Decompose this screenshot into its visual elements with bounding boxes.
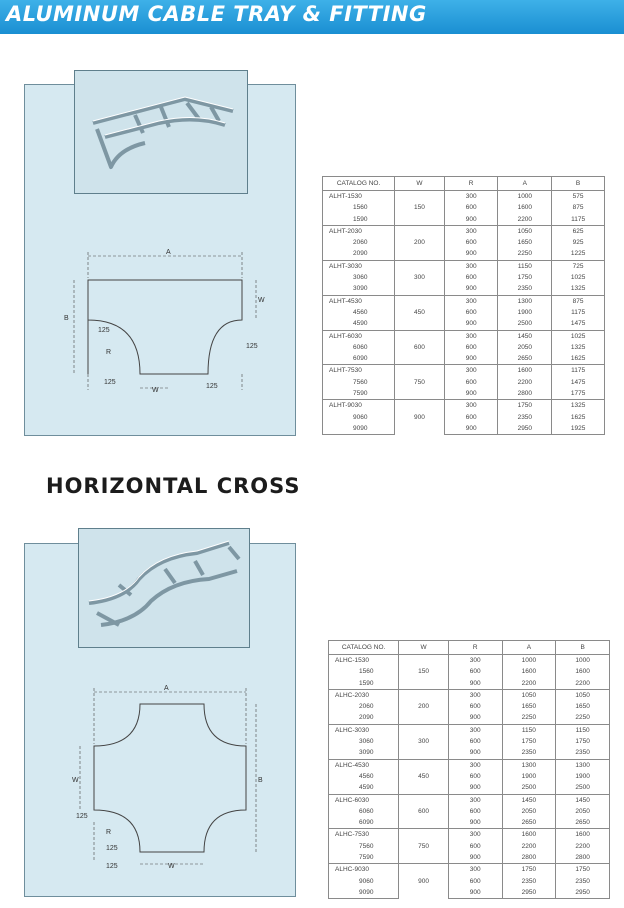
cell-b: 1475 [552, 318, 605, 330]
cell-r: 900 [444, 248, 498, 260]
cell-b: 875 [552, 295, 605, 307]
cell-r: 300 [444, 191, 498, 203]
cell-catalog: ALHC-3030 [329, 724, 399, 736]
cell-r: 900 [444, 388, 498, 400]
cell-a: 1600 [502, 829, 556, 841]
cell-a: 2250 [498, 248, 552, 260]
cell-b: 1600 [556, 829, 610, 841]
cell-r: 600 [444, 412, 498, 423]
cell-b: 1450 [556, 794, 610, 806]
table-row [323, 365, 605, 377]
cell-b: 2350 [556, 747, 610, 759]
table-row [329, 655, 610, 667]
cross-dim-a: A [164, 685, 169, 692]
table-row [329, 864, 610, 876]
cell-b: 1175 [552, 214, 605, 226]
cell-r: 900 [444, 353, 498, 365]
cell-a: 1000 [498, 191, 552, 203]
cross-outline [94, 704, 246, 852]
cell-r: 900 [448, 817, 502, 829]
cross-dim-b: B [258, 777, 263, 784]
cell-b: 1175 [552, 365, 605, 377]
table-row [329, 817, 610, 829]
header-w: W [395, 177, 445, 191]
cell-w: 600 [395, 330, 445, 365]
cell-r: 300 [448, 864, 502, 876]
cell-a: 1600 [498, 365, 552, 377]
cell-b: 1625 [552, 353, 605, 365]
tee-tray-illustration [75, 71, 247, 193]
table-row [329, 782, 610, 794]
table-row [323, 295, 605, 307]
cell-b: 2250 [556, 712, 610, 724]
cell-a: 1750 [498, 272, 552, 283]
cross-product-photo [78, 528, 250, 648]
tee-spec-table [322, 176, 605, 435]
cell-catalog: 1560 [329, 666, 399, 677]
tee-dim-125-d: 125 [206, 383, 218, 390]
cell-catalog: 7560 [329, 841, 399, 852]
cell-a: 1600 [502, 666, 556, 677]
table-row [323, 423, 605, 435]
cell-r: 300 [444, 260, 498, 272]
cell-w: 900 [399, 864, 449, 899]
table-row [323, 202, 605, 213]
cell-catalog: 3060 [329, 736, 399, 747]
cell-catalog: ALHT-2030 [323, 225, 395, 237]
table-row [329, 806, 610, 817]
cell-catalog: 9060 [329, 876, 399, 887]
tee-dim-r: R [106, 349, 112, 356]
table-row [329, 887, 610, 899]
cell-b: 2650 [556, 817, 610, 829]
cell-b: 1325 [552, 400, 605, 412]
header-b: B [556, 641, 610, 655]
table-row [323, 191, 605, 203]
cell-catalog: 4560 [323, 307, 395, 318]
cell-w: 150 [399, 655, 449, 690]
cell-catalog: 2060 [329, 701, 399, 712]
cell-a: 2350 [498, 283, 552, 295]
cell-a: 1900 [502, 771, 556, 782]
table-row [323, 307, 605, 318]
cell-a: 1750 [502, 736, 556, 747]
cell-b: 1225 [552, 248, 605, 260]
cell-w: 450 [399, 759, 449, 794]
cell-w: 200 [399, 689, 449, 724]
cell-b: 1025 [552, 330, 605, 342]
cell-catalog: 1560 [323, 202, 395, 213]
cell-b: 2350 [556, 876, 610, 887]
cell-catalog: 6090 [323, 353, 395, 365]
tee-product-photo [74, 70, 248, 194]
cell-r: 300 [448, 829, 502, 841]
cell-r: 600 [448, 771, 502, 782]
cell-w: 750 [395, 365, 445, 400]
cell-r: 300 [444, 365, 498, 377]
cell-catalog: 6090 [329, 817, 399, 829]
table-row [329, 689, 610, 701]
cell-b: 1750 [556, 736, 610, 747]
cell-r: 600 [444, 272, 498, 283]
cell-r: 900 [444, 214, 498, 226]
cell-a: 2200 [498, 377, 552, 388]
cell-a: 2200 [502, 678, 556, 690]
header-r: R [444, 177, 498, 191]
cell-a: 2350 [502, 747, 556, 759]
table-row [323, 388, 605, 400]
cell-b: 1650 [556, 701, 610, 712]
cell-a: 2950 [498, 423, 552, 435]
tee-dim-w-bottom: W [152, 387, 159, 394]
tee-dim-125-c: 125 [104, 379, 116, 386]
cell-r: 900 [444, 283, 498, 295]
cell-catalog: 4590 [323, 318, 395, 330]
cell-catalog: 9090 [323, 423, 395, 435]
cell-a: 1650 [502, 701, 556, 712]
cell-a: 1650 [498, 237, 552, 248]
cell-catalog: 9090 [329, 887, 399, 899]
header-a: A [498, 177, 552, 191]
cell-b: 2200 [556, 678, 610, 690]
cell-catalog: 2090 [329, 712, 399, 724]
cell-b: 575 [552, 191, 605, 203]
header-w: W [399, 641, 449, 655]
table-row [323, 318, 605, 330]
cell-a: 1300 [502, 759, 556, 771]
cell-r: 600 [448, 736, 502, 747]
cell-catalog: ALHT-9030 [323, 400, 395, 412]
header-b: B [552, 177, 605, 191]
table-row [329, 794, 610, 806]
cell-b: 2050 [556, 806, 610, 817]
cell-a: 1050 [498, 225, 552, 237]
cross-dim-w: W [72, 777, 79, 784]
cell-r: 900 [448, 887, 502, 899]
table-row [329, 747, 610, 759]
cell-catalog: ALHT-4530 [323, 295, 395, 307]
cell-b: 2950 [556, 887, 610, 899]
cell-w: 200 [395, 225, 445, 260]
cell-b: 1475 [552, 377, 605, 388]
cell-w: 150 [395, 191, 445, 226]
table-row [323, 400, 605, 412]
cell-w: 300 [395, 260, 445, 295]
cell-r: 600 [444, 202, 498, 213]
cell-a: 2350 [502, 876, 556, 887]
tee-dim-125-b: 125 [246, 343, 258, 350]
cell-a: 2650 [502, 817, 556, 829]
cell-a: 2350 [498, 412, 552, 423]
cell-r: 600 [444, 342, 498, 353]
cell-catalog: 3090 [329, 747, 399, 759]
cell-catalog: ALHT-7530 [323, 365, 395, 377]
cell-catalog: ALHT-1530 [323, 191, 395, 203]
cell-catalog: 6060 [329, 806, 399, 817]
cell-b: 1050 [556, 689, 610, 701]
cell-r: 300 [448, 759, 502, 771]
cell-b: 625 [552, 225, 605, 237]
cell-catalog: 2060 [323, 237, 395, 248]
table-row [323, 214, 605, 226]
table-row [329, 666, 610, 677]
cell-a: 2500 [502, 782, 556, 794]
table-row [329, 712, 610, 724]
cell-b: 1900 [556, 771, 610, 782]
cell-catalog: 3060 [323, 272, 395, 283]
table-row [329, 876, 610, 887]
cell-catalog: 2090 [323, 248, 395, 260]
cell-catalog: ALHC-6030 [329, 794, 399, 806]
table-row [323, 237, 605, 248]
cell-r: 600 [448, 876, 502, 887]
table-row [323, 412, 605, 423]
cell-r: 300 [448, 794, 502, 806]
cell-b: 875 [552, 202, 605, 213]
cell-b: 2800 [556, 852, 610, 864]
table-row [323, 225, 605, 237]
cell-a: 1750 [502, 864, 556, 876]
cell-b: 1925 [552, 423, 605, 435]
cell-r: 900 [444, 318, 498, 330]
cell-catalog: 1590 [329, 678, 399, 690]
header-catalog: CATALOG NO. [329, 641, 399, 655]
cell-a: 1900 [498, 307, 552, 318]
cell-r: 600 [448, 701, 502, 712]
table-row [329, 678, 610, 690]
cell-r: 900 [448, 782, 502, 794]
cell-w: 900 [395, 400, 445, 435]
tee-dim-b: B [64, 315, 69, 322]
table-row [323, 283, 605, 295]
cell-catalog: 4560 [329, 771, 399, 782]
cell-catalog: 6060 [323, 342, 395, 353]
cell-catalog: 1590 [323, 214, 395, 226]
cell-r: 300 [448, 655, 502, 667]
cell-b: 1600 [556, 666, 610, 677]
cell-r: 600 [448, 806, 502, 817]
cell-a: 1000 [502, 655, 556, 667]
cell-a: 1150 [498, 260, 552, 272]
cross-dim-w-bottom: W [168, 863, 175, 870]
cell-catalog: 7590 [329, 852, 399, 864]
cell-r: 900 [448, 747, 502, 759]
cell-catalog: ALHT-6030 [323, 330, 395, 342]
table-row [323, 248, 605, 260]
cell-r: 900 [444, 423, 498, 435]
cell-a: 2950 [502, 887, 556, 899]
header-catalog: CATALOG NO. [323, 177, 395, 191]
cell-a: 1050 [502, 689, 556, 701]
cell-b: 2200 [556, 841, 610, 852]
cross-dimension-drawing [60, 682, 280, 882]
cell-a: 2250 [502, 712, 556, 724]
page-title: ALUMINUM CABLE TRAY & FITTING [6, 2, 427, 26]
cell-r: 600 [444, 307, 498, 318]
table-row [329, 759, 610, 771]
cell-a: 1150 [502, 724, 556, 736]
cross-dim-r: R [106, 829, 112, 836]
cell-r: 300 [444, 330, 498, 342]
cell-catalog: ALHC-9030 [329, 864, 399, 876]
cell-a: 1750 [498, 400, 552, 412]
table-header-row [323, 177, 605, 191]
cell-a: 1450 [502, 794, 556, 806]
cell-b: 1750 [556, 864, 610, 876]
cell-w: 600 [399, 794, 449, 829]
cell-w: 750 [399, 829, 449, 864]
cell-a: 2200 [502, 841, 556, 852]
cell-w: 300 [399, 724, 449, 759]
cell-catalog: 3090 [323, 283, 395, 295]
table-row [329, 829, 610, 841]
cross-dim-125-a: 125 [76, 813, 88, 820]
cross-tray-illustration [79, 529, 249, 647]
table-row [323, 330, 605, 342]
table-row [323, 342, 605, 353]
cell-b: 1300 [556, 759, 610, 771]
tee-dim-w: W [258, 297, 265, 304]
cross-dim-125-c: 125 [106, 863, 118, 870]
tee-dim-a: A [166, 249, 171, 256]
cell-b: 2500 [556, 782, 610, 794]
cross-spec-table [328, 640, 610, 899]
cell-r: 300 [444, 295, 498, 307]
cell-b: 925 [552, 237, 605, 248]
cell-r: 300 [448, 724, 502, 736]
cell-catalog: ALHC-1530 [329, 655, 399, 667]
cell-a: 1600 [498, 202, 552, 213]
cell-a: 2050 [502, 806, 556, 817]
cell-b: 1775 [552, 388, 605, 400]
tee-dim-125-a: 125 [98, 327, 110, 334]
cell-r: 300 [444, 225, 498, 237]
cell-r: 600 [444, 377, 498, 388]
table-row [329, 852, 610, 864]
cell-a: 2500 [498, 318, 552, 330]
cell-a: 2800 [502, 852, 556, 864]
cell-b: 725 [552, 260, 605, 272]
cell-catalog: ALHC-7530 [329, 829, 399, 841]
cell-catalog: 7590 [323, 388, 395, 400]
tee-outline [88, 280, 242, 374]
table-row [329, 771, 610, 782]
cell-b: 1325 [552, 283, 605, 295]
cell-r: 900 [448, 712, 502, 724]
section-title-horizontal-cross: HORIZONTAL CROSS [46, 474, 301, 498]
cell-r: 900 [448, 678, 502, 690]
cell-b: 1325 [552, 342, 605, 353]
cell-catalog: ALHC-2030 [329, 689, 399, 701]
tee-dimension-drawing [60, 240, 280, 400]
cell-r: 900 [448, 852, 502, 864]
cell-a: 1450 [498, 330, 552, 342]
cell-catalog: 9060 [323, 412, 395, 423]
table-row [323, 353, 605, 365]
cell-catalog: ALHC-4530 [329, 759, 399, 771]
header-r: R [448, 641, 502, 655]
cell-a: 1300 [498, 295, 552, 307]
cell-r: 600 [448, 666, 502, 677]
table-header-row [329, 641, 610, 655]
table-row [323, 272, 605, 283]
table-row [329, 724, 610, 736]
cell-b: 1000 [556, 655, 610, 667]
cell-w: 450 [395, 295, 445, 330]
cell-b: 1625 [552, 412, 605, 423]
cell-catalog: 4590 [329, 782, 399, 794]
cell-b: 1150 [556, 724, 610, 736]
cell-a: 2800 [498, 388, 552, 400]
header-a: A [502, 641, 556, 655]
cell-a: 2200 [498, 214, 552, 226]
cell-catalog: ALHT-3030 [323, 260, 395, 272]
cross-dim-125-b: 125 [106, 845, 118, 852]
cell-r: 300 [444, 400, 498, 412]
cell-a: 2650 [498, 353, 552, 365]
table-row [323, 377, 605, 388]
table-row [329, 701, 610, 712]
cell-r: 300 [448, 689, 502, 701]
table-row [329, 841, 610, 852]
cell-b: 1025 [552, 272, 605, 283]
cell-r: 600 [444, 237, 498, 248]
cell-b: 1175 [552, 307, 605, 318]
cell-r: 600 [448, 841, 502, 852]
cell-a: 2050 [498, 342, 552, 353]
header-banner [0, 0, 624, 34]
table-row [323, 260, 605, 272]
cell-catalog: 7560 [323, 377, 395, 388]
table-row [329, 736, 610, 747]
